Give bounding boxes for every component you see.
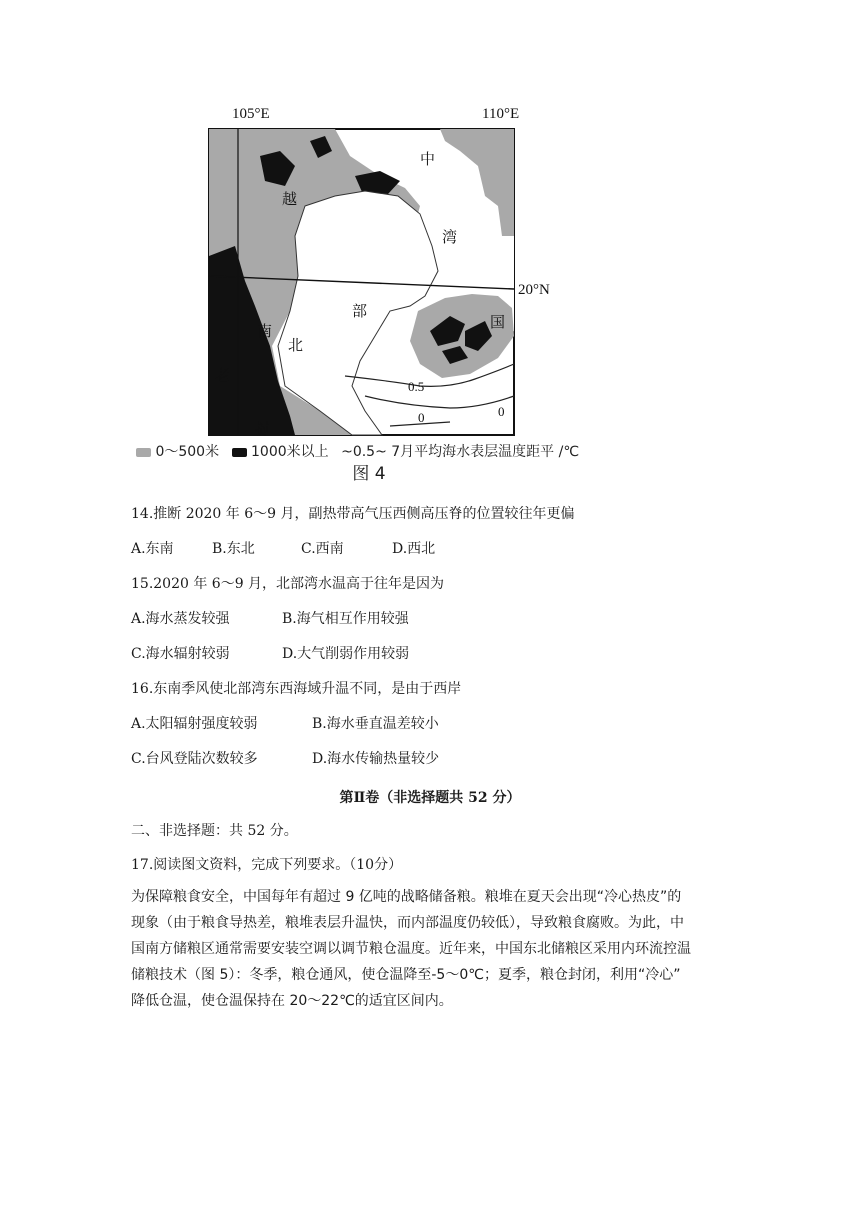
q15-option-a[interactable]: A.海水蒸发较强	[131, 611, 230, 627]
q16-options-row1	[131, 716, 731, 732]
q15-option-d[interactable]: D.大气削弱作用较弱	[282, 646, 410, 662]
legend-label-lowland: 0～500米	[155, 444, 220, 460]
q16-stem: 16.东南季风使北部湾东西海域升温不同，是由于西岸	[131, 681, 462, 697]
q15-options-row1	[131, 611, 731, 627]
lon-110e-label: 110°E	[482, 106, 520, 122]
q16-option-b[interactable]: B.海水垂直温差较小	[312, 716, 439, 732]
place-yue: 越	[282, 192, 298, 208]
q16-option-d[interactable]: D.海水传输热量较少	[312, 751, 440, 767]
figure-4	[120, 96, 618, 488]
lon-105e-label: 105°E	[232, 106, 270, 122]
place-bu: 部	[352, 304, 368, 320]
q14-stem: 14.推断 2020 年 6～9 月，副热带高气压西侧高压脊的位置较往年更偏	[131, 506, 575, 522]
place-zhua: 挝	[255, 422, 271, 438]
figure-caption: 图 4	[352, 464, 386, 484]
q16-options-row2	[131, 751, 731, 767]
contour-label-0-a: 0	[418, 410, 425, 425]
section-2-title: 第Ⅱ卷（非选择题共 52 分）	[339, 790, 521, 806]
legend-swatch-highland	[232, 448, 247, 457]
q17-line-2: 现象（由于粮食导热差，粮堆表层升温快，而内部温度仍较低），导致粮食腐败。为此，中	[131, 915, 684, 931]
section-2-subtitle: 二、非选择题：共 52 分。	[131, 823, 298, 839]
q15-options-row2	[131, 646, 731, 662]
q17-line-1: 为保障粮食安全，中国每年有超过 9 亿吨的战略储备粮。粮堆在夏天会出现“冷心热皮”的	[131, 889, 682, 905]
legend-label-highland: 1000米以上	[251, 444, 329, 460]
place-guo: 国	[490, 315, 506, 331]
q17-passage	[131, 884, 731, 1014]
legend-item-lowland	[136, 444, 224, 460]
q17-line-5: 降低仓温，使仓温保持在 20～22℃的适宜区间内。	[131, 993, 453, 1009]
place-zhong: 中	[420, 152, 436, 168]
contour-label-0-5: 0.5	[408, 379, 425, 394]
map-legend	[136, 441, 587, 461]
legend-label-contour: ~0.5~ 7月平均海水表层温度距平 /℃	[341, 444, 580, 460]
q14-option-a[interactable]: A.东南	[131, 541, 174, 557]
q15-option-c[interactable]: C.海水辐射较弱	[131, 646, 230, 662]
q15-option-b[interactable]: B.海气相互作用较强	[282, 611, 409, 627]
legend-swatch-lowland	[136, 448, 151, 457]
lat-20n-label: 20°N	[518, 282, 550, 298]
q17-line-3: 国南方储粮区通常需要安装空调以调节粮仓温度。近年来，中国东北储粮区采用内环流控温	[131, 941, 691, 957]
place-wan: 湾	[442, 230, 458, 246]
q17-line-4: 储粮技术（图 5）：冬季，粮仓通风，使仓温降至-5～0℃；夏季，粮仓封闭，利用“冷心”	[131, 967, 681, 983]
legend-item-contour	[341, 444, 579, 460]
q14-option-b[interactable]: B.东北	[212, 541, 255, 557]
q14-options	[131, 541, 731, 557]
place-lao: 老	[215, 368, 231, 384]
q15-stem: 15.2020 年 6～9 月，北部湾水温高于往年是因为	[131, 576, 445, 592]
q16-option-a[interactable]: A.太阳辐射强度较弱	[131, 716, 258, 732]
q14-option-c[interactable]: C.西南	[301, 541, 344, 557]
q17-stem: 17.阅读图文资料，完成下列要求。（10分）	[131, 857, 403, 873]
contour-label-0-b: 0	[498, 404, 505, 419]
legend-item-highland	[232, 444, 334, 460]
place-nan: 南	[257, 324, 273, 340]
q14-option-d[interactable]: D.西北	[392, 541, 436, 557]
map	[120, 96, 618, 441]
place-bei: 北	[288, 338, 304, 354]
q16-option-c[interactable]: C.台风登陆次数较多	[131, 751, 258, 767]
